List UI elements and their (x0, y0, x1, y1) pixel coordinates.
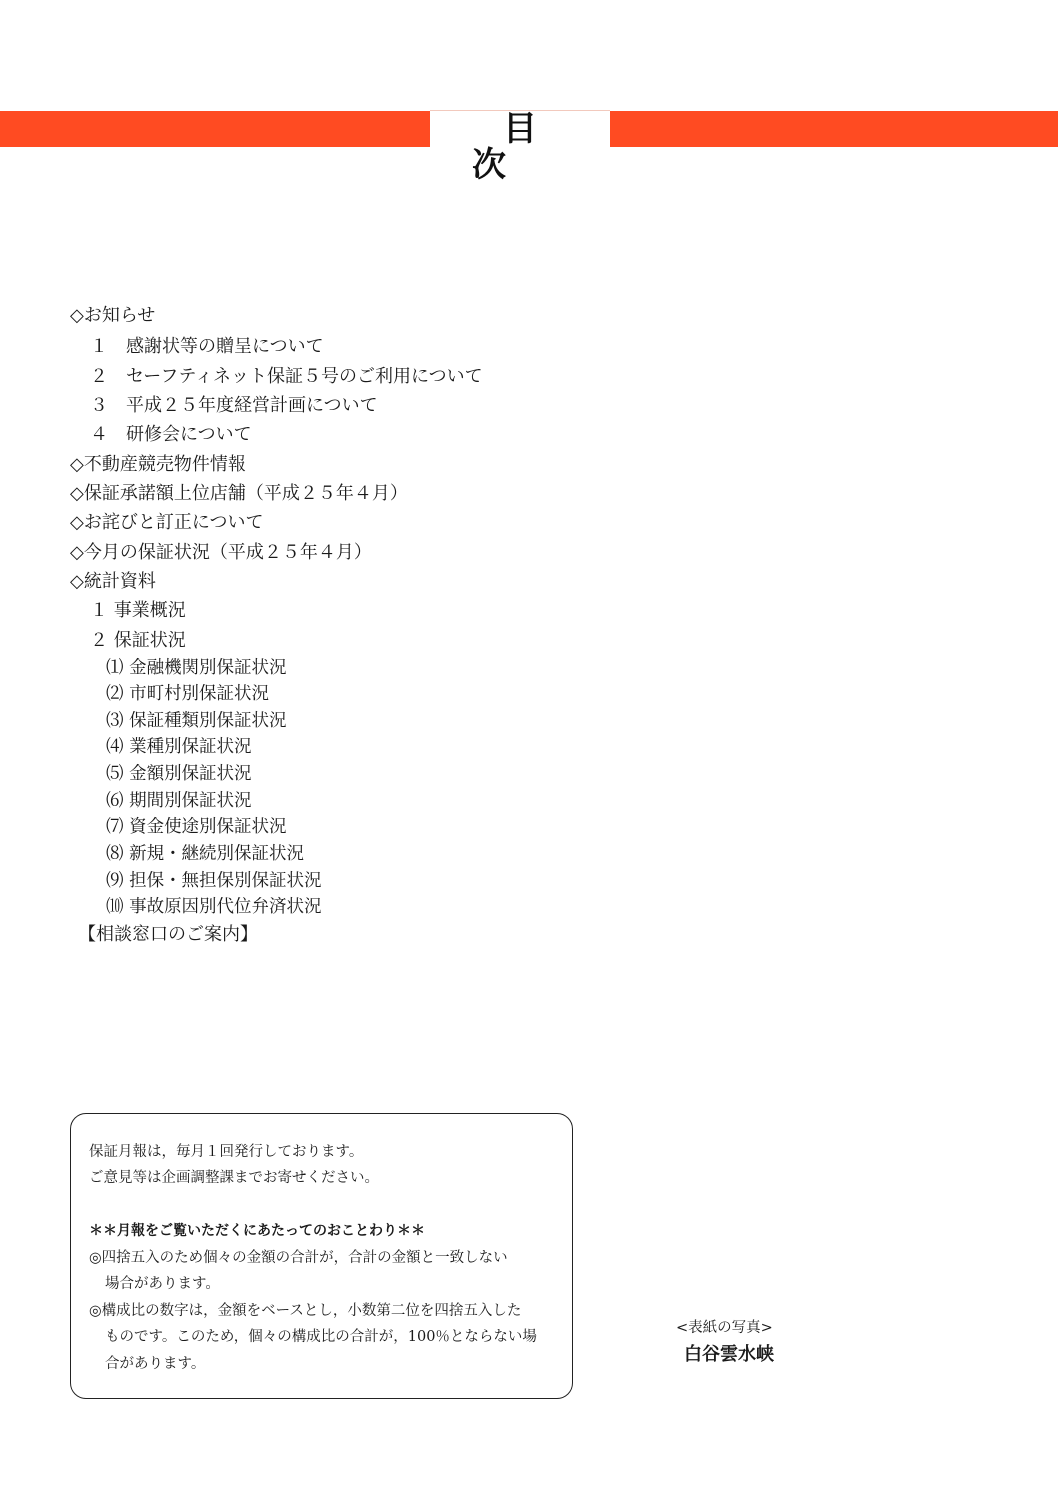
notice-heading: ＊＊月報をご覧いただくにあたってのおことわり＊＊ (89, 1223, 425, 1239)
header-bar-left (0, 111, 430, 147)
toc-sub-5[interactable]: ⑸ 金額別保証状況 (106, 764, 252, 784)
toc-section-corrections[interactable]: ◇お詫びと訂正について (70, 512, 264, 533)
notice-line: 合があります。 (105, 1356, 206, 1372)
toc-sub-8[interactable]: ⑻ 新規・継続別保証状況 (106, 844, 305, 864)
notice-line: 場合があります。 (105, 1276, 220, 1292)
header-bar-right (610, 111, 1058, 147)
toc-sub-1[interactable]: ⑴ 金融機関別保証状況 (106, 658, 287, 678)
toc-sub-9[interactable]: ⑼ 担保・無担保別保証状況 (106, 871, 322, 891)
toc-sub-10[interactable]: ⑽ 事故原因別代位弁済状況 (106, 897, 322, 917)
toc-section-auction[interactable]: ◇不動産競売物件情報 (70, 454, 246, 475)
toc-section-notices[interactable]: ◇お知らせ (70, 305, 156, 326)
notice-line: ◎構成比の数字は，金額をベースとし，小数第二位を四捨五入した (89, 1303, 522, 1319)
toc-section-monthly-status[interactable]: ◇今月の保証状況（平成２５年４月） (70, 542, 372, 563)
notice-box (70, 1113, 573, 1399)
cover-photo-title: 白谷雲水峡 (684, 1344, 774, 1365)
toc-sub-3[interactable]: ⑶ 保証種類別保証状況 (106, 711, 287, 731)
toc-sub-2[interactable]: ⑵ 市町村別保証状況 (106, 684, 270, 704)
toc-section-consultation[interactable]: 【相談窓口のご案内】 (78, 924, 258, 945)
cover-photo-caption: <表紙の写真> (676, 1320, 773, 1336)
toc-section-top-branches[interactable]: ◇保証承諾額上位店舗（平成２５年４月） (70, 483, 408, 504)
toc-item-business-overview[interactable]: １ 事業概況 (90, 600, 186, 621)
notice-line: ◎四捨五入のため個々の金額の合計が，合計の金額と一致しない (89, 1250, 508, 1266)
toc-item-4[interactable]: ４ 研修会について (90, 424, 252, 445)
toc-item-guarantee-status[interactable]: ２ 保証状況 (90, 630, 186, 651)
notice-line: ものです。このため，個々の構成比の合計が，100％とならない場 (105, 1329, 537, 1345)
notice-line: 保証月報は，毎月１回発行しております。 (89, 1144, 364, 1160)
toc-item-2[interactable]: ２ セーフティネット保証５号のご利用について (90, 366, 483, 387)
page-title: 目次 (472, 109, 599, 185)
toc-section-statistics[interactable]: ◇統計資料 (70, 571, 156, 592)
toc-item-1[interactable]: １ 感謝状等の贈呈について (90, 336, 324, 357)
toc-sub-7[interactable]: ⑺ 資金使途別保証状況 (106, 817, 287, 837)
toc-item-3[interactable]: ３ 平成２５年度経営計画について (90, 395, 378, 416)
toc-sub-4[interactable]: ⑷ 業種別保証状況 (106, 737, 252, 757)
notice-line: ご意見等は企画調整課までお寄せください。 (89, 1170, 379, 1186)
toc-sub-6[interactable]: ⑹ 期間別保証状況 (106, 791, 252, 811)
